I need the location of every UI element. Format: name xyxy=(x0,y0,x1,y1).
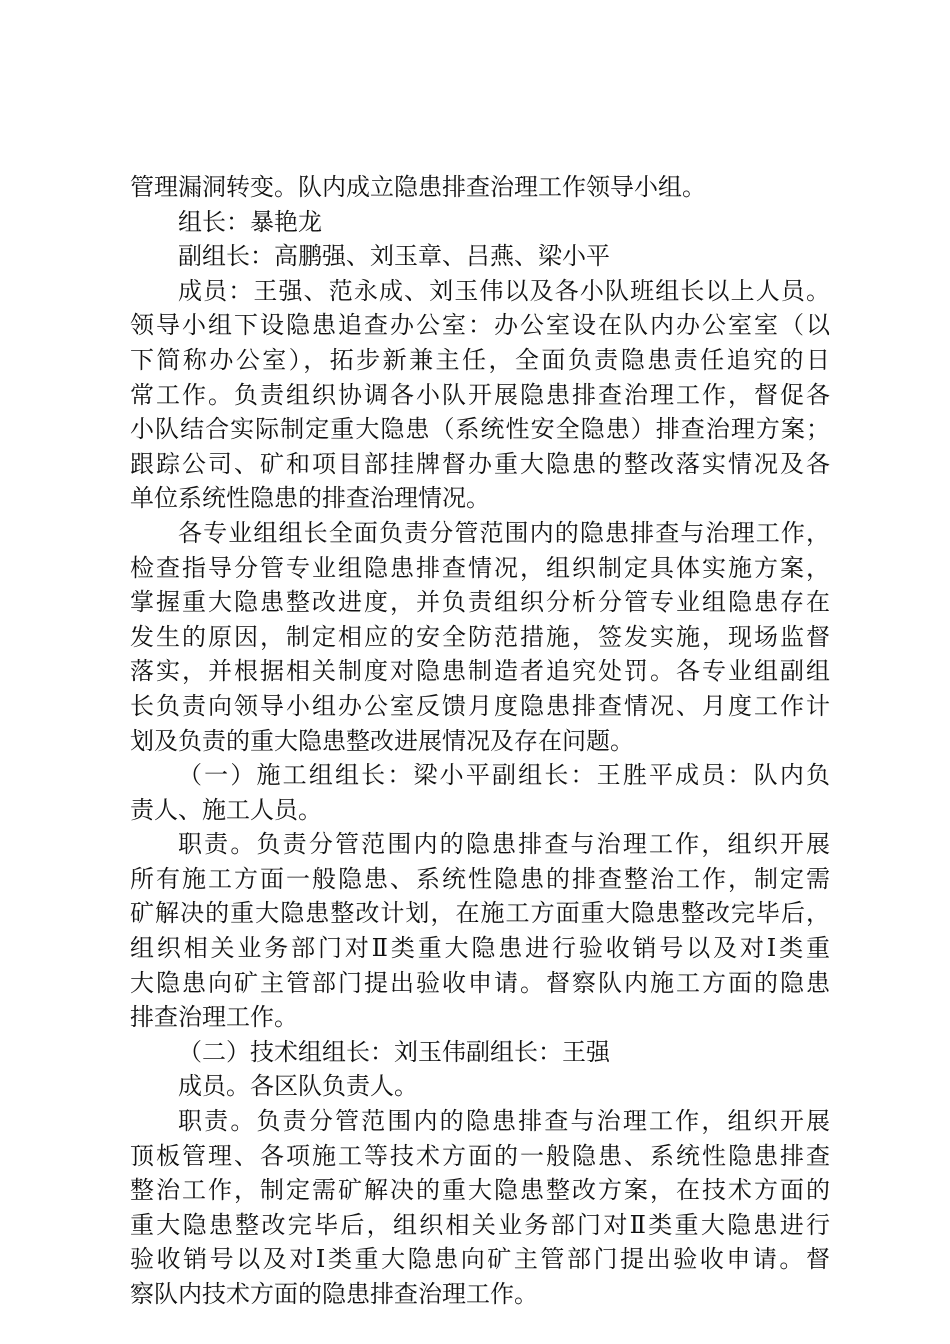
text-line: 整治工作，制定需矿解决的重大隐患整改方案，在技术方面的 xyxy=(130,1176,830,1205)
text-line: 组织相关业务部门对Ⅱ类重大隐患进行验收销号以及对Ⅰ类重 xyxy=(130,934,830,963)
text-line: 大隐患向矿主管部门提出验收申请。督察队内施工方面的隐患 xyxy=(130,968,830,997)
text-line: 常工作。负责组织协调各小队开展隐患排查治理工作，督促各 xyxy=(130,380,830,409)
text-line: 小队结合实际制定重大隐患（系统性安全隐患）排查治理方案； xyxy=(130,415,830,444)
text-line: 矿解决的重大隐患整改计划，在施工方面重大隐患整改完毕后， xyxy=(130,899,830,928)
text-line: 长负责向领导小组办公室反馈月度隐患排查情况、月度工作计 xyxy=(130,691,830,720)
text-line: 察队内技术方面的隐患排查治理工作。 xyxy=(130,1280,538,1308)
text-line: 职责。负责分管范围内的隐患排查与治理工作，组织开展 xyxy=(178,1107,830,1136)
text-line: 顶板管理、各项施工等技术方面的一般隐患、系统性隐患排查 xyxy=(130,1141,830,1170)
text-line: 验收销号以及对Ⅰ类重大隐患向矿主管部门提出验收申请。督 xyxy=(130,1245,830,1274)
text-line: 管理漏洞转变。队内成立隐患排查治理工作领导小组。 xyxy=(130,173,706,201)
text-line: 领导小组下设隐患追查办公室：办公室设在队内办公室室（以 xyxy=(130,311,830,340)
text-line: 跟踪公司、矿和项目部挂牌督办重大隐患的整改落实情况及各 xyxy=(130,449,830,478)
text-line: （一）施工组组长：梁小平副组长：王胜平成员：队内负 xyxy=(178,761,830,790)
text-line: 掌握重大隐患整改进度，并负责组织分析分管专业组隐患存在 xyxy=(130,588,830,617)
text-line: 责人、施工人员。 xyxy=(130,795,322,824)
text-line: 排查治理工作。 xyxy=(130,1003,298,1032)
text-line: 成员：王强、范永成、刘玉伟以及各小队班组长以上人员。 xyxy=(178,276,830,305)
text-line: 各专业组组长全面负责分管范围内的隐患排查与治理工作， xyxy=(178,518,830,547)
text-line: 副组长：高鹏强、刘玉章、吕燕、梁小平 xyxy=(178,242,610,271)
text-line: （二）技术组组长：刘玉伟副组长：王强 xyxy=(178,1037,610,1066)
text-line: 落实，并根据相关制度对隐患制造者追究处罚。各专业组副组 xyxy=(130,657,830,686)
text-line: 职责。负责分管范围内的隐患排查与治理工作，组织开展 xyxy=(178,830,830,859)
text-line: 所有施工方面一般隐患、系统性隐患的排查整治工作，制定需 xyxy=(130,864,830,893)
text-line: 下简称办公室），拓步新兼主任，全面负责隐患责任追究的日 xyxy=(130,345,830,374)
text-line: 单位系统性隐患的排查治理情况。 xyxy=(130,484,490,513)
document-body xyxy=(130,170,830,1312)
text-line: 发生的原因，制定相应的安全防范措施，签发实施，现场监督 xyxy=(130,622,830,651)
text-line: 组长：暴艳龙 xyxy=(178,207,322,236)
text-line: 重大隐患整改完毕后，组织相关业务部门对Ⅱ类重大隐患进行 xyxy=(130,1210,830,1239)
text-line: 检查指导分管专业组隐患排查情况，组织制定具体实施方案， xyxy=(130,553,830,582)
text-line: 成员。各区队负责人。 xyxy=(178,1072,418,1101)
text-line: 划及负责的重大隐患整改进展情况及存在问题。 xyxy=(130,726,634,755)
